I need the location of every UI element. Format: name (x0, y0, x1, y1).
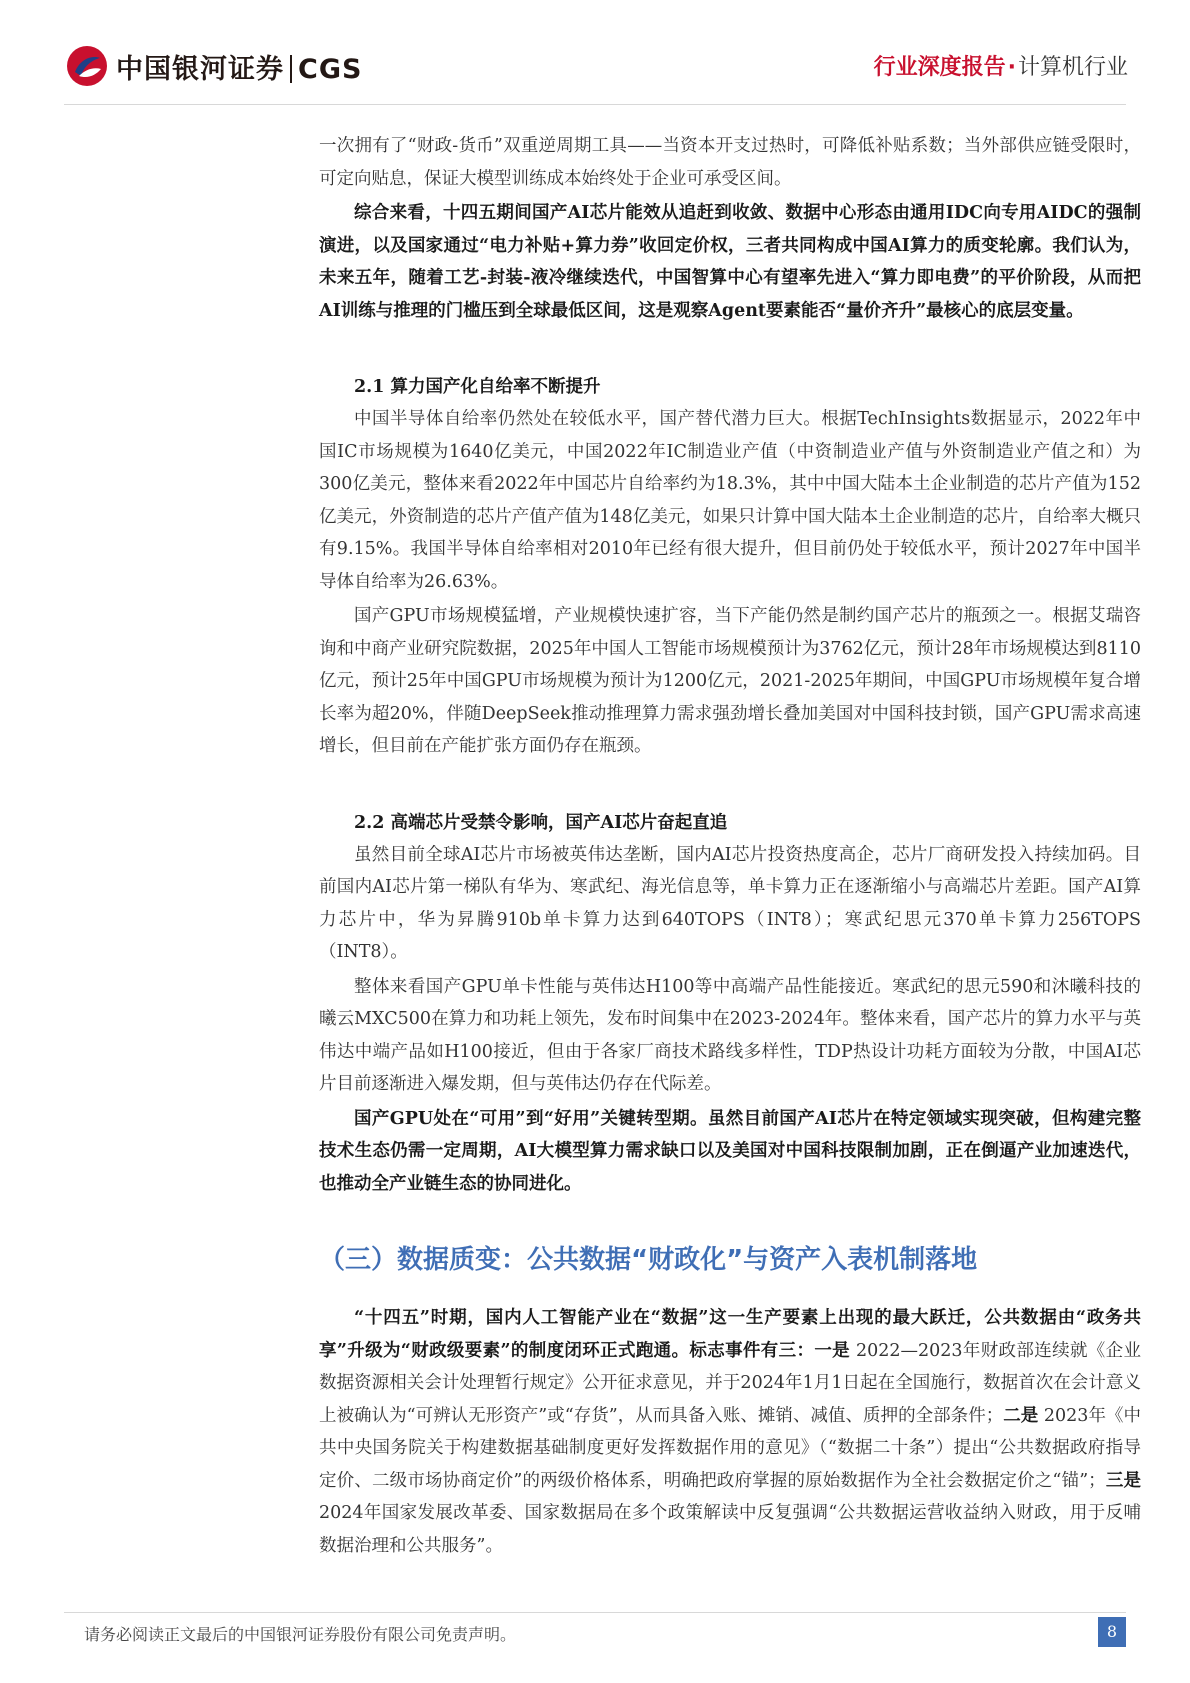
paragraph-ai-chip-market: 虽然目前全球AI芯片市场被英伟达垄断，国内AI芯片投资热度高企，芯片厂商研发投入持续加码。目前国内AI芯片第一梯队有华为、寒武纪、海光信息等，单卡算力正在逐渐缩小与高端芯片差距。国产AI算力芯片中，华为昇腾910b单卡算力达到640TOPS（INT8）；寒武纪思元370单卡算力256TOPS（INT8）。 (319, 844, 1141, 962)
paragraph-self-sufficiency: 中国半导体自给率仍然处在较低水平，国产替代潜力巨大。根据TechInsights数据显示，2022年中国IC市场规模为1640亿美元，中国2022年IC制造业产值（中资制造业产值与外资制造业产值之和）为300亿美元，整体来看2022年中国芯片自给率约为18.3%，其中中国大陆本土企业制造的芯片产值为152亿美元，外资制造的芯片产值产值为148亿美元，如果只计算中国大陆本土企业制造的芯片，自给率大概只有9.15%。我国半导体自给率相对2010年已经有很大提升，但目前仍处于较低水平，预计2027年中国半导体自给率为26.63%。 (319, 409, 1141, 592)
industry-name: 计算机行业 (1017, 55, 1128, 80)
footer-disclaimer: 请务必阅读正文最后的中国银河证券股份有限公司免责声明。 (84, 1625, 517, 1644)
header-report-title (874, 50, 1128, 81)
company-logo (66, 44, 362, 88)
report-type: 行业深度报告 (873, 55, 1006, 80)
main-content (319, 130, 1141, 1564)
subsection-2-1-heading: 2.1 算力国产化自给率不断提升 (354, 377, 601, 397)
paragraph-1: 一次拥有了“财政-货币”双重逆周期工具——当资本开支过热时，可降低补贴系数；当外部供应链受限时，可定向贴息，保证大模型训练成本始终处于企业可承受区间。 (319, 136, 1141, 189)
cgs-logo-icon (66, 45, 108, 87)
footer-divider (64, 1612, 1126, 1613)
header-divider (64, 104, 1126, 105)
paragraph-summary: 综合来看，十四五期间国产AI芯片能效从追赶到收敛、数据中心形态由通用IDC向专用AIDC的强制演进，以及国家通过“电力补贴+算力券”收回定价权，三者共同构成中国AI算力的质变轮廓。我们认为，未来五年，随着工艺-封装-液冷继续迭代，中国智算中心有望率先进入“算力即电费”的平价阶段，从而把AI训练与推理的门槛压到全球最低区间，这是观察Agent要素能否“量价齐升”最核心的底层变量。 (319, 203, 1141, 321)
section-3-heading: （三）数据质变：公共数据“财政化”与资产入表机制落地 (319, 1245, 978, 1275)
page-header (0, 0, 1190, 130)
header-separator: · (1007, 55, 1016, 80)
subsection-2-2-heading: 2.2 高端芯片受禁令影响，国产AI芯片奋起直追 (354, 812, 728, 833)
paragraph-data-assets: “十四五”时期，国内人工智能产业在“数据”这一生产要素上出现的最大跃迁，公共数据由“政务共享”升级为“财政级要素”的制度闭环正式跑通。标志事件有三：一是 2022—2023年财政部连续就《企业数据资源相关会计处理暂行规定》公开征求意见，并于2024年1月1日起在全国施行，数据首次在会计意义上被确认为“可辨认无形资产”或“存货”，从而具备入账、摊销、减值、质押的全部条件；二是 2023年《中共中央国务院关于构建数据基础制度更好发挥数据作用的意见》（“数据二十条”）提出“公共数据政府指导定价、二级市场协商定价”的两级价格体系，明确把政府掌握的原始数据作为全社会数据定价之“锚”；三是 2024年国家发展改革委、国家数据局在多个政策解读中反复强调“公共数据运营收益纳入财政，用于反哺数据治理和公共服务”。 (319, 1308, 1142, 1556)
paragraph-gpu-transition: 国产GPU处在“可用”到“好用”关键转型期。虽然目前国产AI芯片在特定领域实现突破，但构建完整技术生态仍需一定周期，AI大模型算力需求缺口以及美国对中国科技限制加剧，正在倒逼产业加速迭代，也推动全产业链生态的协同进化。 (319, 1108, 1141, 1194)
paragraph-gpu-market: 国产GPU市场规模猛增，产业规模快速扩容，当下产能仍然是制约国产芯片的瓶颈之一。根据艾瑞咨询和中商产业研究院数据，2025年中国人工智能市场规模预计为3762亿元，预计28年市场规模达到8110亿元，预计25年中国GPU市场规模为预计为1200亿元，2021-2025年期间，中国GPU市场规模年复合增长率为超20%，伴随DeepSeek推动推理算力需求强劲增长叠加美国对中国科技封锁，国产GPU需求高速增长，但目前在产能扩张方面仍存在瓶颈。 (319, 606, 1141, 756)
page-number: 8 (1098, 1617, 1126, 1647)
paragraph-gpu-performance: 整体来看国产GPU单卡性能与英伟达H100等中高端产品性能接近。寒武纪的思元590和沐曦科技的曦云MXC500在算力和功耗上领先，发布时间集中在2023-2024年。整体来看，国产芯片的算力水平与英伟达中端产品如H100接近，但由于各家厂商技术路线多样性，TDP热设计功耗方面较为分散，中国AI芯片目前逐渐进入爆发期，但与英伟达仍存在代际差。 (319, 976, 1141, 1094)
logo-wordmark: 中国银河证券 CGS (116, 53, 363, 85)
